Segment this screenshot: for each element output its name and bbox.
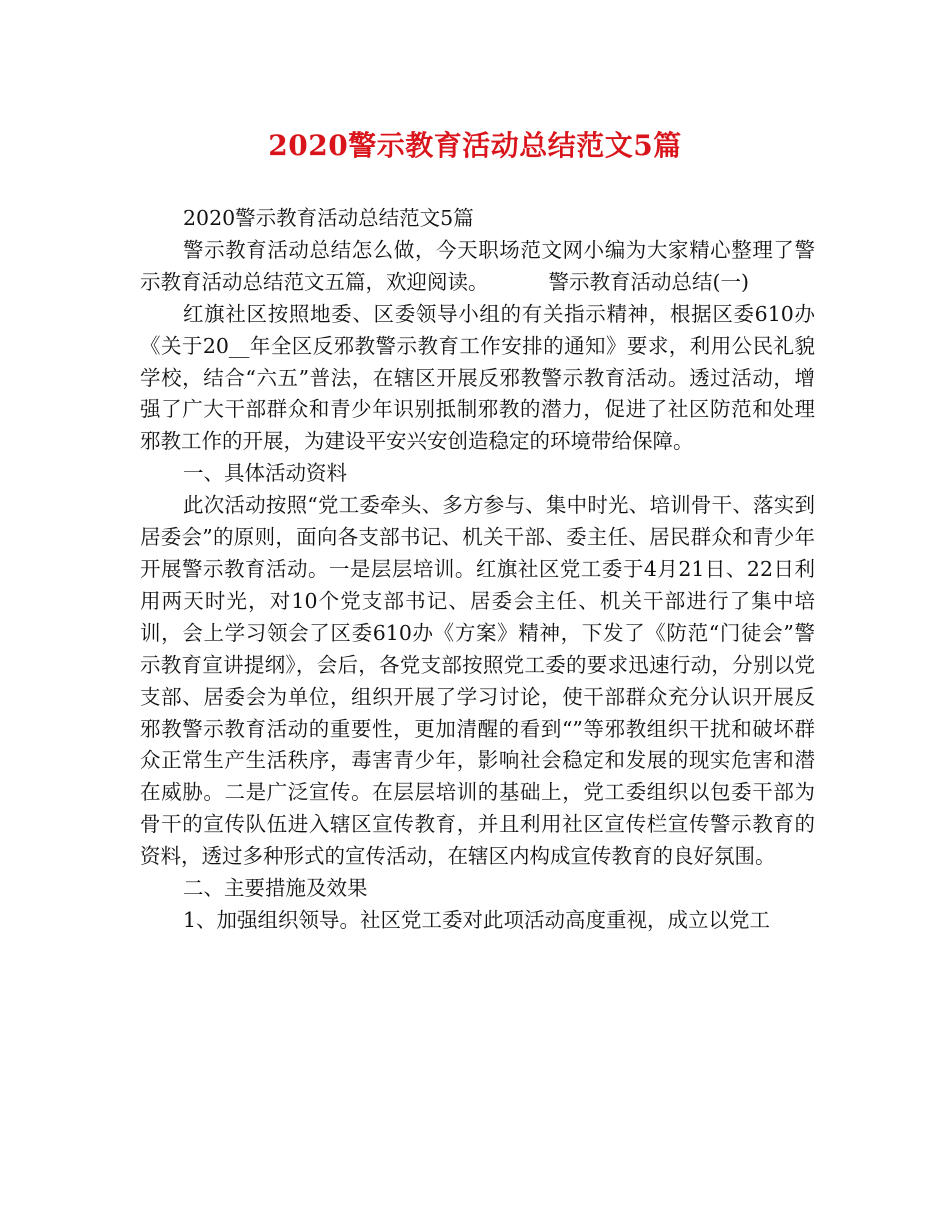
heading-activity-content: 一、具体活动资料 xyxy=(183,461,347,486)
paragraph-measure-one: 1、加强组织领导。社区党工委对此项活动高度重视，成立以党工 xyxy=(183,907,771,932)
section-heading-one: 警示教育活动总结(一) xyxy=(548,269,749,294)
document-body xyxy=(140,203,815,937)
paragraph-intro xyxy=(140,235,815,299)
intro-text: 警示教育活动总结怎么做，今天职场范文网小编为大家精心整理了警示教育活动总结范文五篇，欢迎阅读。 xyxy=(140,237,815,294)
paragraph-subtitle: 2020警示教育活动总结范文5篇 xyxy=(183,206,474,230)
paragraph-activity-details: 此次活动按照“党工委牵头、多方参与、集中时光、培训骨干、落实到居委会”的原则，面向各支部书记、机关干部、委主任、居民群众和青少年开展警示教育活动。一是层层培训。红旗社区党工委于4月21日、22日利用两天时光，对10个党支部书记、居委会主任、机关干部进行了集中培训，会上学习领会了区委610办《方案》精神，下发了《防范“门徒会”警示教育宣讲提纲》，会后，各党支部按照党工委的要求迅速行动，分别以党支部、居委会为单位，组织开展了学习讨论，使干部群众充分认识开展反邪教警示教育活动的重要性，更加清醒的看到“”等邪教组织干扰和破坏群众正常生产生活秩序，毒害青少年，影响社会稳定和发展的现实危害和潜在威胁。二是广泛宣传。在层层培训的基础上，党工委组织以包委干部为骨干的宣传队伍进入辖区宣传教育，并且利用社区宣传栏宣传警示教育的资料，透过多种形式的宣传活动，在辖区内构成宣传教育的良好氛围。 xyxy=(140,493,815,869)
document-title: 2020警示教育活动总结范文5篇 xyxy=(268,129,682,162)
heading-measures-effects: 二、主要措施及效果 xyxy=(183,876,368,901)
paragraph-background: 红旗社区按照地委、区委领导小组的有关指示精神，根据区委610办《关于20__年全区反邪教警示教育工作安排的通知》要求，利用公民礼貌学校，结合“六五”普法，在辖区开展反邪教警示教育活动。透过活动，增强了广大干部群众和青少年识别抵制邪教的潜力，促进了社区防范和处理邪教工作的开展，为建设平安兴安创造稳定的环境带给保障。 xyxy=(140,301,815,454)
